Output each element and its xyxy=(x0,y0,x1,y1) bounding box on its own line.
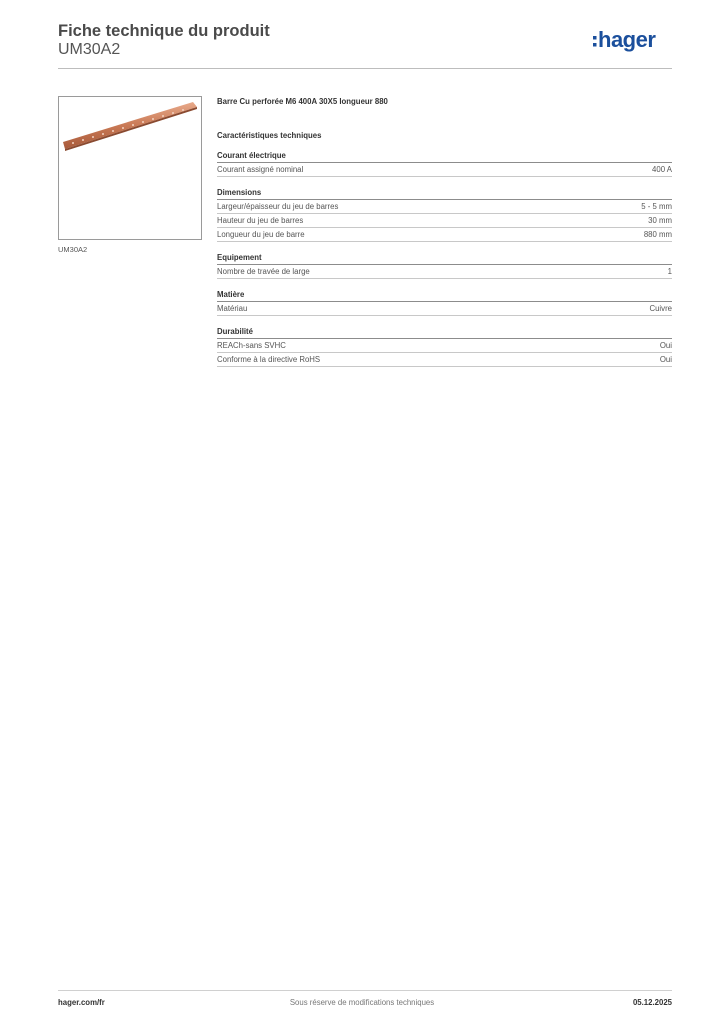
spec-label: Longueur du jeu de barre xyxy=(217,230,305,239)
copper-busbar-image xyxy=(58,96,202,240)
spec-row xyxy=(217,353,672,367)
page-title: Fiche technique du produit xyxy=(58,22,270,40)
product-description: Barre Cu perforée M6 400A 30X5 longueur 880 xyxy=(217,97,388,106)
spec-label: Nombre de travée de large xyxy=(217,267,310,276)
svg-text:hager: hager xyxy=(598,29,656,52)
header-divider xyxy=(58,68,672,69)
product-content xyxy=(217,96,672,367)
spec-row xyxy=(217,214,672,228)
spec-label: REACh-sans SVHC xyxy=(217,341,286,350)
spec-row xyxy=(217,339,672,353)
spec-section-durabilite xyxy=(217,326,672,367)
spec-section-dimensions xyxy=(217,187,672,242)
hager-logo xyxy=(593,29,675,57)
section-title: Equipement xyxy=(217,252,672,265)
spec-label: Largeur/épaisseur du jeu de barres xyxy=(217,202,339,211)
spec-row xyxy=(217,302,672,316)
specs-title: Caractéristiques techniques xyxy=(217,131,322,140)
spec-row xyxy=(217,228,672,242)
spec-value: Oui xyxy=(659,341,672,350)
section-title: Matière xyxy=(217,289,672,302)
spec-value: Oui xyxy=(659,355,672,364)
spec-label: Hauteur du jeu de barres xyxy=(217,216,304,225)
spec-value: 1 xyxy=(667,267,672,276)
footer-notice: Sous réserve de modifications techniques xyxy=(289,998,435,1007)
spec-section-matiere xyxy=(217,289,672,316)
spec-section-courant xyxy=(217,150,672,177)
footer-divider xyxy=(58,990,672,991)
footer-website-link[interactable]: hager.com/fr xyxy=(58,998,105,1007)
section-title: Dimensions xyxy=(217,187,672,200)
section-title: Durabilité xyxy=(217,326,672,339)
section-title: Courant électrique xyxy=(217,150,672,163)
spec-value: 400 A xyxy=(652,165,672,174)
spec-value: 30 mm xyxy=(648,216,672,225)
spec-row xyxy=(217,200,672,214)
spec-value: Cuivre xyxy=(649,304,672,313)
spec-label: Conforme à la directive RoHS xyxy=(217,355,321,364)
spec-value: 880 mm xyxy=(643,230,672,239)
image-caption: UM30A2 xyxy=(58,245,88,254)
spec-label: Matériau xyxy=(217,304,248,313)
product-reference: UM30A2 xyxy=(58,41,121,58)
spec-value: 5 - 5 mm xyxy=(641,202,672,211)
spec-row xyxy=(217,265,672,279)
spec-section-equipement xyxy=(217,252,672,279)
spec-label: Courant assigné nominal xyxy=(217,165,304,174)
footer-date: 05.12.2025 xyxy=(632,998,672,1007)
spec-row xyxy=(217,163,672,177)
